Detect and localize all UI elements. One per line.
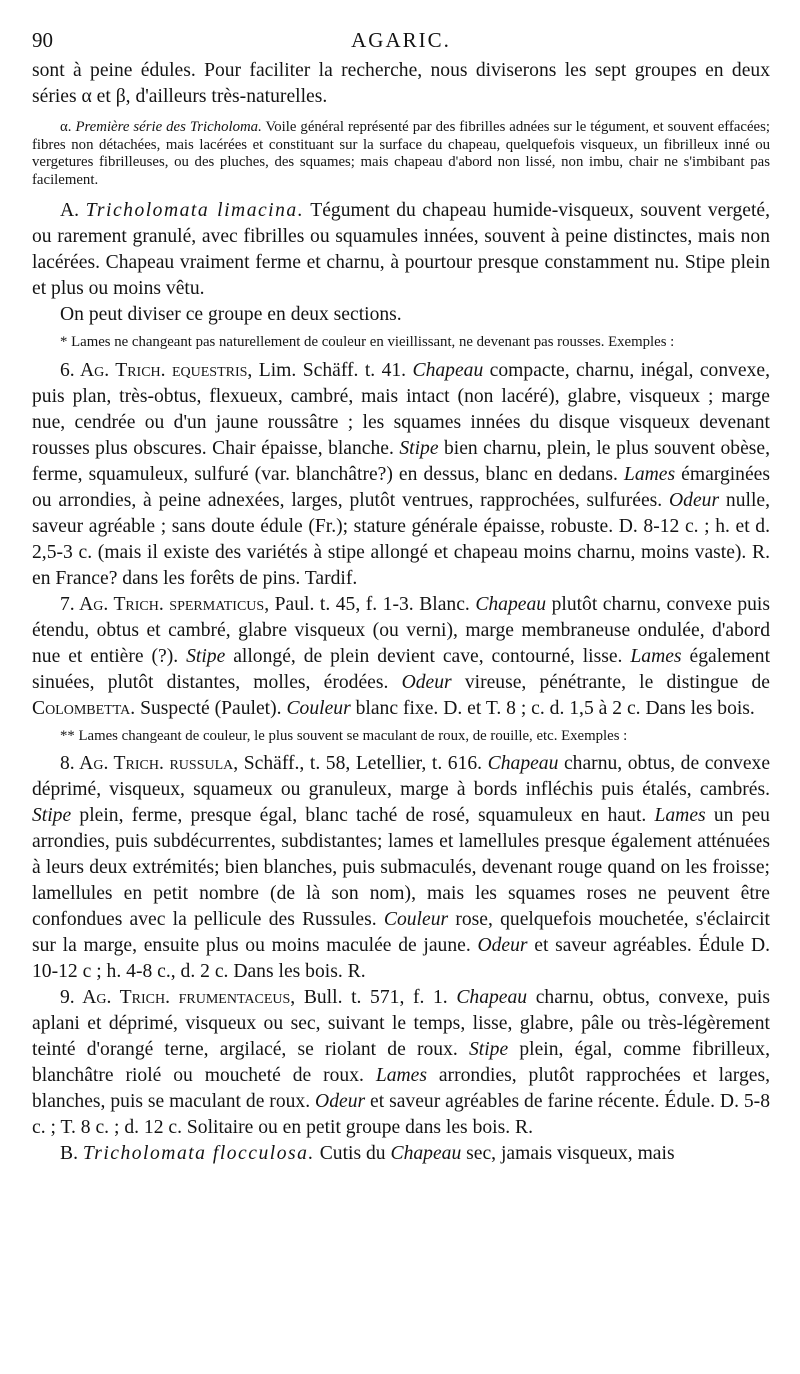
term-odeur: Odeur <box>401 671 452 693</box>
species-name: equestris, <box>171 359 253 381</box>
reference: Lim. Schäff. t. 41. <box>258 359 407 381</box>
description-text: un peu arrondies, puis subdécurrentes, subdistantes; lames et lamellules presque également atténuées à leurs deux extrémités; bien blanches, puis submaculés, devenant rouge quand on les froisse; lamellules en petit nombre (de là son nom), mais les squames roses ne peuvent être confondues avec la pellicule des Russules. <box>32 805 770 930</box>
species-name: spermaticus, <box>169 593 270 615</box>
term-odeur: Odeur <box>315 1091 366 1112</box>
description-text: blanc fixe. D. et T. 8 ; c. d. 1,5 à 2 c. Dans les bois. <box>355 697 755 719</box>
term-odeur: Odeur <box>669 489 720 511</box>
term-chapeau: Chapeau <box>475 593 547 615</box>
description-text: Cutis du <box>319 1143 386 1164</box>
cross-reference: Colombetta. <box>32 697 136 719</box>
description-text: plein, égal, comme fibrilleux, blanchâtre riolé ou moucheté de roux. <box>32 1039 770 1086</box>
description-text: rose, quelquefois mouchetée, s'éclaircit sur la marge, ensuite plus ou moins maculée de jaune. <box>32 909 771 956</box>
description-text: nulle, saveur agréable ; sans doute édule (Fr.); stature générale épaisse, robuste. D. 8-12 c. ; h. et d. 2,5-3 c. (mais il existe des variétés à stipe allongé et chapeau moins charnu, moins vaste). R. en France? dans les forêts de pins. Tardif. <box>32 489 770 589</box>
term-chapeau: Chapeau <box>412 359 484 381</box>
group-description: Tégument du chapeau humide-visqueux, souvent vergeté, ou rarement granulé, avec fibrilles ou squamules innées, souvent à peine distinctes, mais non lacérées. Chapeau vraiment ferme et charnu, à pourtour presque constamment nu. Stipe plein et plus ou moins vêtu. <box>32 200 771 299</box>
term-stipe: Stipe <box>32 805 72 826</box>
term-couleur: Couleur <box>383 909 449 930</box>
term-lames: Lames <box>630 645 682 667</box>
group-b-paragraph <box>32 1141 770 1167</box>
description-text: arrondies, plutôt rapprochées et larges, blanches, puis se maculant de roux. <box>32 1065 770 1112</box>
description-text: sec, jamais visqueux, mais <box>466 1143 675 1164</box>
species-entry-9 <box>32 985 770 1141</box>
term-chapeau: Chapeau <box>487 753 559 774</box>
entry-number: 7. Ag. Trich. <box>60 593 164 615</box>
series-marker: α. <box>60 119 72 135</box>
description-text: et saveur agréables de farine récente. Édule. D. 5-8 c. ; T. 8 c. ; d. 12 c. Solitaire ou en petit groupe dans les bois. R. <box>32 1091 770 1138</box>
term-stipe: Stipe <box>399 437 439 459</box>
description-text: plutôt charnu, convexe puis étendu, obtus et cambré, glabre visqueux (ou verni), marge membraneuse ondulée, d'abord nue et entière (?). <box>32 593 770 667</box>
species-entry-6 <box>32 358 770 592</box>
term-stipe: Stipe <box>468 1039 509 1060</box>
description-text: bien charnu, plein, le plus souvent obèse, ferme, squamuleux, sulfuré (var. blanchâtre?) en dessus, blanc en dedans. <box>32 437 770 485</box>
group-name: Tricholomata flocculosa. <box>82 1143 315 1164</box>
group-letter: A. <box>60 200 80 221</box>
description-text: et saveur agréables. Édule D. 10-12 c ; h. 4-8 c., d. 2 c. Dans les bois. R. <box>32 935 770 982</box>
series-description: Voile général représenté par des fibrilles adnées sur le tégument, et souvent effacées; fibres non détachées, mais lacérées et constituant sur la surface du chapeau, quelquefois visqueux, un fibrilleux inné ou vergetures fibrilleuses, ou des pluches, des squames; mais chapeau d'abord non lissé, non imbu, chair ne s'imbibant pas facilement. <box>32 119 770 188</box>
section-two-note: ** Lames changeant de couleur, le plus souvent se maculant de roux, de rouille, etc. Exemples : <box>60 727 628 744</box>
description-text: plein, ferme, presque égal, blanc taché de rosé, squamuleux en haut. <box>79 805 647 826</box>
description-text: allongé, de plein devient cave, contourné, lisse. <box>233 645 623 667</box>
term-chapeau: Chapeau <box>390 1143 462 1164</box>
entry-number: 6. Ag. Trich. <box>60 359 166 381</box>
divide-sentence: On peut diviser ce groupe en deux sections. <box>60 304 402 325</box>
series-alpha-paragraph <box>32 119 770 189</box>
description-text: vireuse, pénétrante, le distingue de <box>464 671 770 693</box>
term-lames: Lames <box>375 1065 427 1086</box>
reference: Bull. t. 571, f. 1. <box>303 987 448 1008</box>
term-couleur: Couleur <box>286 697 351 719</box>
species-entry-7 <box>32 592 770 722</box>
entry-number: 8. Ag. Trich. <box>60 753 164 774</box>
term-lames: Lames <box>623 463 676 485</box>
description-text: compacte, charnu, inégal, convexe, puis plan, très-obtus, flexueux, cambré, mais intact (non lacéré), glabre, visqueux ; marge nue, cendrée ou d'un jaune roussâtre ; les squames innées du disque visqueux devenant rousses plus obscures. Chair épaisse, blanche. <box>32 359 771 459</box>
species-name: russula, <box>169 753 239 774</box>
term-odeur: Odeur <box>477 935 528 956</box>
reference: Schäff., t. 58, Letellier, t. 616. <box>243 753 483 774</box>
term-stipe: Stipe <box>186 645 226 667</box>
group-a-paragraph <box>32 198 770 302</box>
term-lames: Lames <box>654 805 706 826</box>
page-number: 90 <box>32 28 53 52</box>
group-letter: B. <box>60 1143 78 1164</box>
entry-number: 9. Ag. Trich. <box>60 987 170 1008</box>
term-chapeau: Chapeau <box>456 987 528 1008</box>
reference: Paul. t. 45, f. 1-3. Blanc. <box>274 593 470 615</box>
page-header <box>32 28 770 58</box>
description-text: Suspecté (Paulet). <box>140 697 282 719</box>
description-text: charnu, obtus, convexe, puis aplani et déprimé, visqueux ou sec, suivant le temps, lisse, glabre, pâle ou très-légèrement teinté d'orangé terne, argilacé, se riolant de roux. <box>32 987 770 1060</box>
running-title: AGARIC. <box>351 28 451 52</box>
description-text: charnu, obtus, de convexe déprimé, visqueux, squameux ou granuleux, marge à bords infléchis puis étalés, cambrés. <box>32 753 771 800</box>
intro-paragraph: sont à peine édules. Pour faciliter la recherche, nous diviserons les sept groupes en deux séries α et β, d'ailleurs très-naturelles. <box>32 60 770 107</box>
group-name: Tricholomata limacina. <box>85 200 305 221</box>
species-name: frumentaceus, <box>178 987 296 1008</box>
series-title: Première série des Tricholoma. <box>75 119 262 135</box>
description-text: également sinuées, plutôt distantes, molles, érodées. <box>32 645 771 693</box>
description-text: émarginées ou arrondies, à peine adnexées, larges, plutôt ventrues, rapprochées, sulfurées. <box>32 463 771 511</box>
species-entry-8 <box>32 751 770 985</box>
section-one-note: * Lames ne changeant pas naturellement de couleur en vieillissant, ne devenant pas rousses. Exemples : <box>60 334 675 350</box>
